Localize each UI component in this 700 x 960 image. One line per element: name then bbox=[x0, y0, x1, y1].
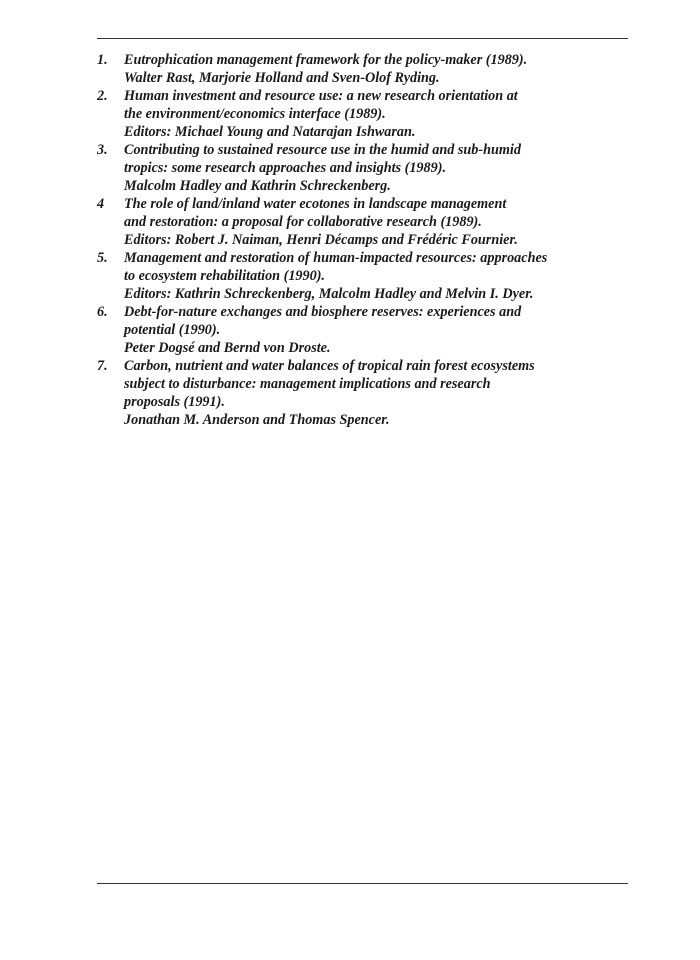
item-title: Management and restoration of human-impacted resources: approaches bbox=[124, 250, 548, 266]
item-title: and restoration: a proposal for collaborative research (1989). bbox=[124, 214, 482, 230]
list-item bbox=[97, 303, 637, 357]
list-item bbox=[97, 141, 637, 195]
publication-list bbox=[97, 51, 637, 429]
item-authors: Editors: Kathrin Schreckenberg, Malcolm Hadley and Melvin I. Dyer. bbox=[124, 286, 534, 302]
top-rule bbox=[97, 38, 628, 39]
item-authors: Editors: Robert J. Naiman, Henri Décamps and Frédéric Fournier. bbox=[124, 232, 518, 248]
item-title: proposals (1991). bbox=[124, 394, 225, 410]
item-authors: Walter Rast, Marjorie Holland and Sven-Olof Ryding. bbox=[124, 70, 440, 86]
item-number: 6. bbox=[97, 304, 108, 320]
item-authors: Jonathan M. Anderson and Thomas Spencer. bbox=[124, 412, 390, 428]
item-title: the environment/economics interface (1989). bbox=[124, 106, 386, 122]
item-number: 2. bbox=[97, 88, 108, 104]
item-title: Carbon, nutrient and water balances of tropical rain forest ecosystems bbox=[124, 358, 535, 374]
item-number: 1. bbox=[97, 52, 108, 68]
item-title: potential (1990). bbox=[124, 322, 221, 338]
list-item bbox=[97, 195, 637, 249]
bottom-rule bbox=[97, 883, 628, 884]
item-title: The role of land/inland water ecotones in landscape management bbox=[124, 196, 507, 212]
item-authors: Editors: Michael Young and Natarajan Ishwaran. bbox=[124, 124, 416, 140]
item-title: to ecosystem rehabilitation (1990). bbox=[124, 268, 325, 284]
item-title: Debt-for-nature exchanges and biosphere reserves: experiences and bbox=[124, 304, 522, 320]
item-title: tropics: some research approaches and insights (1989). bbox=[124, 160, 446, 176]
item-authors: Malcolm Hadley and Kathrin Schreckenberg. bbox=[124, 178, 391, 194]
item-title: Contributing to sustained resource use in the humid and sub-humid bbox=[124, 142, 521, 158]
item-title: Eutrophication management framework for the policy-maker (1989). bbox=[124, 52, 528, 68]
item-number: 4 bbox=[97, 196, 105, 212]
item-title: Human investment and resource use: a new research orientation at bbox=[124, 88, 518, 104]
item-number: 5. bbox=[97, 250, 108, 266]
item-number: 3. bbox=[97, 142, 108, 158]
item-authors: Peter Dogsé and Bernd von Droste. bbox=[124, 340, 331, 356]
list-item bbox=[97, 249, 637, 303]
item-number: 7. bbox=[97, 358, 108, 374]
item-title: subject to disturbance: management implications and research bbox=[124, 376, 491, 392]
list-item bbox=[97, 87, 637, 141]
list-item bbox=[97, 51, 637, 87]
list-item bbox=[97, 357, 637, 429]
